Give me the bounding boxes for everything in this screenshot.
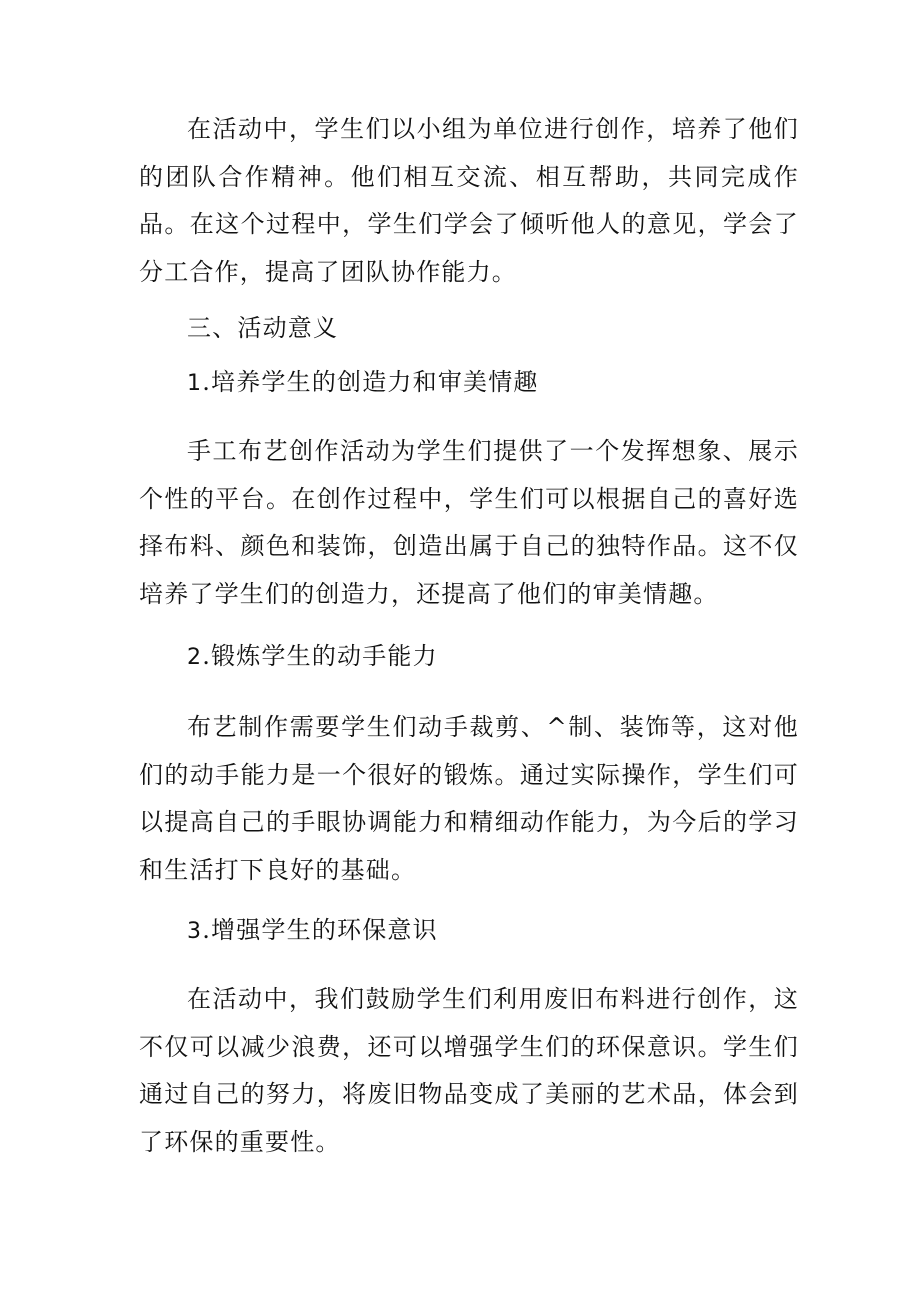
paragraph-teamwork: 在活动中，学生们以小组为单位进行创作，培养了他们的团队合作精神。他们相互交流、相互帮助，共同完成作品。在这个过程中，学生们学会了倾听他人的意见，学会了分工合作，提高了团队协作能力。 — [139, 115, 799, 286]
item-heading-3 — [187, 914, 438, 948]
paragraph-environment: 在活动中，我们鼓励学生们利用废旧布料进行创作，这不仅可以减少浪费，还可以增强学生们的环保意识。学生们通过自己的努力，将废旧物品变成了美丽的艺术品，体会到了环保的重要性。 — [139, 985, 799, 1156]
section-heading-significance: 三、活动意义 — [187, 314, 339, 342]
item-heading-1 — [187, 366, 539, 400]
item-title-3: .增强学生的环保意识 — [202, 916, 438, 944]
item-number-3: 3 — [187, 919, 203, 944]
item-title-1: .培养学生的创造力和审美情趣 — [202, 368, 539, 396]
item-heading-2 — [187, 640, 438, 674]
paragraph-creativity: 手工布艺创作活动为学生们提供了一个发挥想象、展示个性的平台。在创作过程中，学生们可以根据自己的喜好选择布料、颜色和装饰，创造出属于自己的独特作品。这不仅培养了学生们的创造力，还提高了他们的审美情趣。 — [139, 437, 799, 608]
item-title-2: .锻炼学生的动手能力 — [202, 642, 438, 670]
item-number-2: 2 — [187, 645, 203, 670]
paragraph-hands-on: 布艺制作需要学生们动手裁剪、^制、装饰等，这对他们的动手能力是一个很好的锻炼。通过实际操作，学生们可以提高自己的手眼协调能力和精细动作能力，为今后的学习和生活打下良好的基础。 — [139, 713, 799, 884]
item-number-1: 1 — [187, 371, 203, 396]
